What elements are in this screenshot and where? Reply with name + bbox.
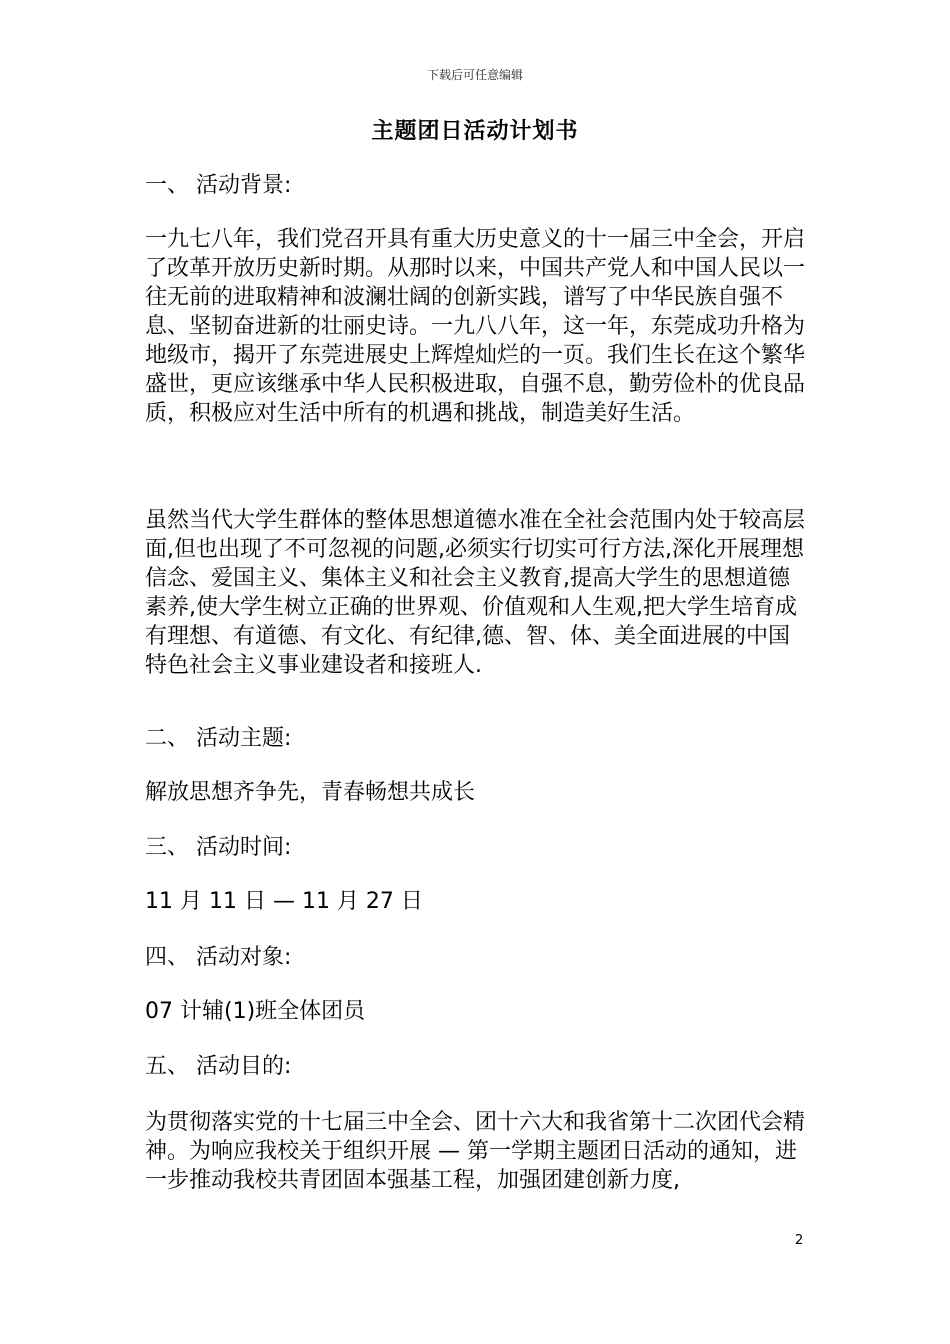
background-paragraph-1: 一九七八年，我们党召开具有重大历史意义的十一届三中全会，开启了改革开放历史新时期。从那时以来，中国共产党人和中国人民以一往无前的进取精神和波澜壮阔的创新实践，谱写了中华民族自强不息、坚韧奋进新的壮丽史诗。一九八八年，这一年，东莞成功升格为地级市，揭开了东莞进展史上辉煌灿烂的一页。我们生长在这个繁华盛世，更应该继承中华人民积极进取，自强不息，勤劳俭朴的优良品质，积极应对生活中所有的机遇和挑战，制造美好生活。 — [145, 227, 806, 426]
section-heading-background: 一、 活动背景: — [145, 173, 292, 198]
background-paragraph-2: 虽然当代大学生群体的整体思想道德水准在全社会范围内处于较高层面,但也出现了不可忽视的问题,必须实行切实可行方法,深化开展理想信念、爱国主义、集体主义和社会主义教育,提高大学生的思想道德素养,使大学生树立正确的世界观、价值观和人生观,把大学生培育成有理想、有道德、有文化、有纪律,德、智、体、美全面进展的中国特色社会主义事业建设者和接班人. — [145, 508, 806, 678]
document-title: 主题团日活动计划书 — [371, 119, 579, 144]
purpose-paragraph: 为贯彻落实党的十七届三中全会、团十六大和我省第十二次团代会精神。为响应我校关于组织开展 — 第一学期主题团日活动的通知，进一步推动我校共青团固本强基工程，加强团建创新力度, — [145, 1110, 806, 1193]
section-heading-time: 三、 活动时间: — [145, 835, 292, 860]
section-heading-purpose: 五、 活动目的: — [145, 1054, 292, 1079]
audience-text: 07 计辅(1)班全体团员 — [145, 999, 366, 1024]
theme-text: 解放思想齐争先，青春畅想共成长 — [145, 780, 476, 805]
section-heading-audience: 四、 活动对象: — [145, 945, 292, 970]
time-text: 11 月 11 日 — 11 月 27 日 — [145, 889, 423, 914]
section-heading-theme: 二、 活动主题: — [145, 726, 292, 751]
header-note: 下载后可任意编辑 — [426, 68, 523, 82]
page-number: 2 — [795, 1233, 804, 1248]
